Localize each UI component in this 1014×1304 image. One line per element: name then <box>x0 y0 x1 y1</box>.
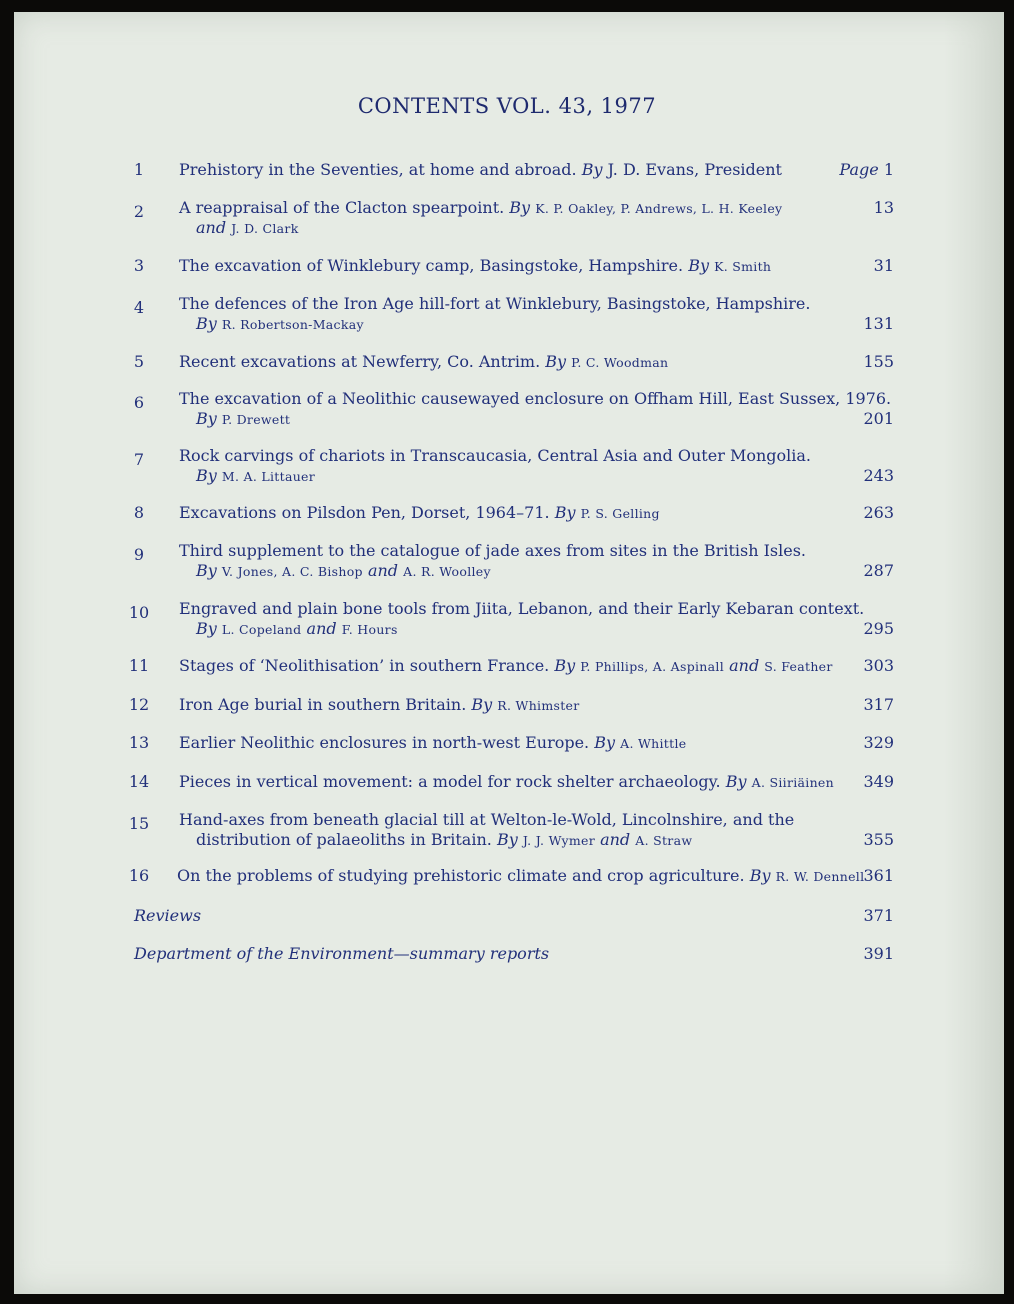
entry-page: 295 <box>863 619 894 638</box>
entry-number: 12 <box>128 695 150 714</box>
entry-title: Pieces in vertical movement: a model for rock shelter archaeology. By A. Siiriäinen <box>179 772 834 791</box>
entry-page: 391 <box>863 944 894 963</box>
entry-number: 14 <box>128 772 150 791</box>
entry-page: 155 <box>863 352 894 371</box>
entry-number: 2 <box>133 202 145 221</box>
entry-page: 361 <box>863 866 894 885</box>
entry-title: Recent excavations at Newferry, Co. Antrim. By P. C. Woodman <box>179 352 669 371</box>
entry-title: Department of the Environment—summary reports <box>134 944 550 963</box>
entry-number: 9 <box>133 545 145 564</box>
contents-title: CONTENTS VOL. 43, 1977 <box>357 94 657 118</box>
entry-title: Earlier Neolithic enclosures in north-west Europe. By A. Whittle <box>179 733 687 752</box>
entry-page: 349 <box>863 772 894 791</box>
entry-title-continued: distribution of palaeoliths in Britain. By J. J. Wymer and A. Straw <box>196 830 693 849</box>
entry-title: Hand-axes from beneath glacial till at Welton-le-Wold, Lincolnshire, and the <box>179 810 795 829</box>
entry-page: 371 <box>863 906 894 925</box>
entry-title: The excavation of a Neolithic causewayed enclosure on Offham Hill, East Sussex, 1976. <box>179 389 892 408</box>
entry-number: 3 <box>133 256 145 275</box>
entry-title: Prehistory in the Seventies, at home and abroad. By J. D. Evans, President <box>179 160 782 179</box>
page-edge-shading <box>944 12 1004 1294</box>
entry-title: The excavation of Winklebury camp, Basingstoke, Hampshire. By K. Smith <box>179 256 772 275</box>
entry-number: 1 <box>133 160 145 179</box>
entry-page: 355 <box>863 830 894 849</box>
entry-page: 317 <box>863 695 894 714</box>
entry-page: 287 <box>863 561 894 580</box>
entry-title: Third supplement to the catalogue of jade axes from sites in the British Isles. <box>179 541 807 560</box>
entry-title: Iron Age burial in southern Britain. By R. Whimster <box>179 695 580 714</box>
entry-page: Page 1 <box>839 160 894 179</box>
entry-number: 15 <box>128 814 150 833</box>
entry-page: 243 <box>863 466 894 485</box>
entry-number: 13 <box>128 733 150 752</box>
entry-authors: and J. D. Clark <box>196 218 299 237</box>
entry-page: 263 <box>863 503 894 522</box>
entry-page: 201 <box>863 409 894 428</box>
entry-number: 10 <box>128 603 150 622</box>
entry-authors: By L. Copeland and F. Hours <box>196 619 398 638</box>
entry-number: 7 <box>133 450 145 469</box>
entry-page: 13 <box>873 198 894 217</box>
entry-number: 6 <box>133 393 145 412</box>
entry-number: 11 <box>128 656 150 675</box>
entry-number: 4 <box>133 298 145 317</box>
entry-page: 303 <box>863 656 894 675</box>
entry-authors: By R. Robertson-Mackay <box>196 314 364 333</box>
entry-page: 31 <box>873 256 894 275</box>
entry-title: The defences of the Iron Age hill-fort at Winklebury, Basingstoke, Hampshire. <box>179 294 811 313</box>
entry-authors: By M. A. Littauer <box>196 466 316 485</box>
entry-title: On the problems of studying prehistoric climate and crop agriculture. By R. W. Dennell <box>177 866 865 885</box>
entry-page: 329 <box>863 733 894 752</box>
entry-title: Engraved and plain bone tools from Jiita, Lebanon, and their Early Kebaran context. <box>179 599 865 618</box>
entry-authors: By P. Drewett <box>196 409 291 428</box>
entry-title: Reviews <box>134 906 202 925</box>
entry-title: Stages of ‘Neolithisation’ in southern France. By P. Phillips, A. Aspinall and S. Feather <box>179 656 833 675</box>
entry-title: Rock carvings of chariots in Transcaucasia, Central Asia and Outer Mongolia. <box>179 446 811 465</box>
entry-number: 16 <box>128 866 150 885</box>
entry-title: A reappraisal of the Clacton spearpoint. By K. P. Oakley, P. Andrews, L. H. Keeley <box>179 198 783 217</box>
entry-number: 8 <box>133 503 145 522</box>
entry-title: Excavations on Pilsdon Pen, Dorset, 1964–71. By P. S. Gelling <box>179 503 660 522</box>
entry-number: 5 <box>133 352 145 371</box>
entry-authors: By V. Jones, A. C. Bishop and A. R. Woolley <box>196 561 491 580</box>
entry-page: 131 <box>863 314 894 333</box>
